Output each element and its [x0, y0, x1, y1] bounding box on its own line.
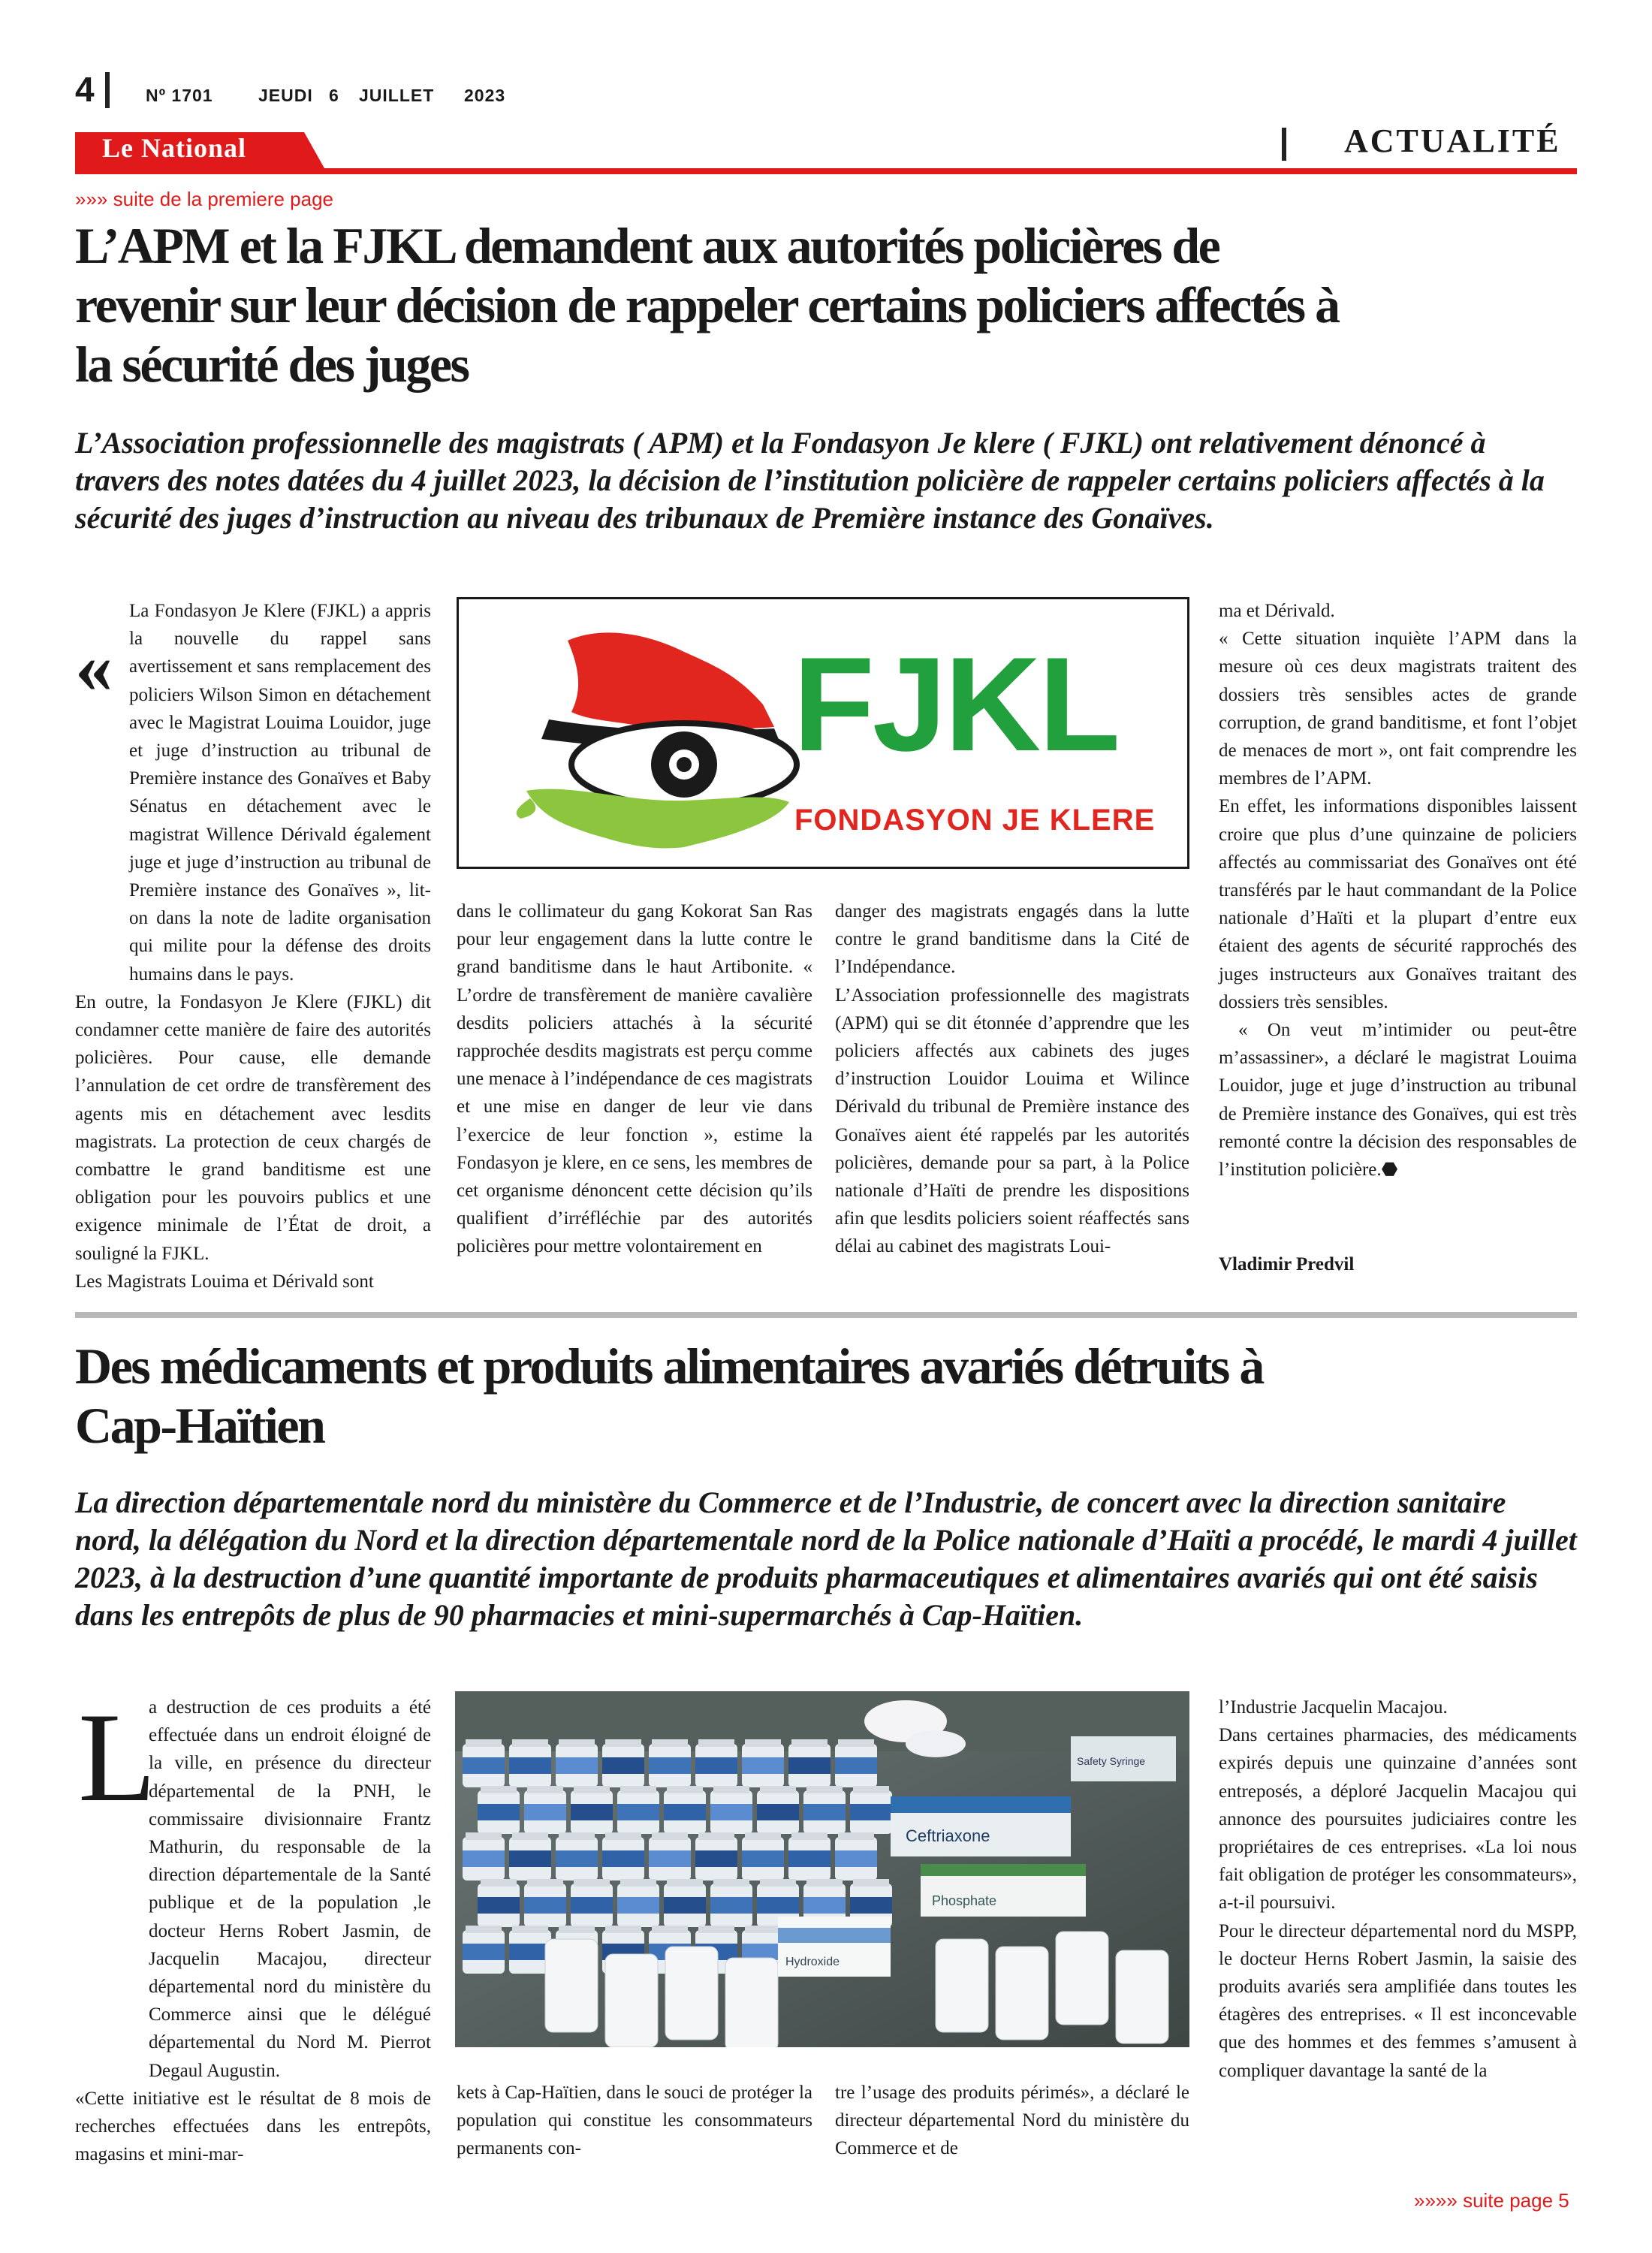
header-divider [105, 72, 110, 108]
issue-year: 2023 [464, 86, 506, 105]
jar-shape [835, 1832, 877, 1881]
headline-line: Des médicaments et produits alimentaires avariés détruits à [75, 1338, 1263, 1395]
article2-headline [75, 1337, 1263, 1455]
paragraph: tre l’usage des produits périmés», a déclaré le directeur départemental Nord du ministère du Commerce et de [835, 2083, 1189, 2159]
jar-shape [788, 1832, 831, 1881]
jar-shape [571, 1879, 613, 1927]
jar-shape [835, 1739, 877, 1787]
paragraph: La Fondasyon Je Klere (FJKL) a appris la nouvelle du rappel sans avertissement et sans remplacement des policiers Wilson Simon en détachement avec le Magistrat Louima Louidor, juge et juge d’instruction au tribunal de Première instance des Gonaïves et Baby Sénatus en détachement avec le magistrat Willence Dérivald également juge et juge d’instruction au tribunal de Première instance des Gonaïves », lit-on dans la note de ladite organisation qui milite pour la défense des droits humains dans le pays. [129, 601, 431, 985]
paragraph [1219, 1016, 1577, 1184]
jar-shape [649, 1832, 691, 1881]
article1-deck: L’Association professionnelle des magistrats ( APM) et la Fondasyon Je klere ( FJKL) ont relativement dénoncé à travers des notes datées du 4 juillet 2023, la décision de l’institution policière de rappeler certains policiers affectés à la sécurité des juges d’instruction au niveau des tribunaux de Première instance des Gonaïves. [75, 426, 1545, 535]
continued-on: »»»» suite page 5 [1414, 2189, 1569, 2212]
paragraph: Dans certaines pharmacies, des médicaments expirés depuis une quinzaine d’années sont entreposés, a déploré Jacquelin Macajou qui annonce des poursuites judiciaires contre les propriétaires de ces entreprises. «La loi nous fait obligation de protéger les consommateurs», a-t-il poursuivi. [1219, 1725, 1577, 1914]
jar-shape [649, 1739, 691, 1787]
paragraph: Pour le directeur départemental nord du MSPP, le docteur Herns Robert Jasmin, la saisie des produits avariés sera amplifiée dans toutes les étagères des entreprises. « Il est inconcevable que des hommes et des femmes s’amusent à compliquer davantage la santé de la [1219, 1920, 1577, 2081]
jar-shape [664, 1786, 706, 1834]
headline-line: la sécurité des juges [75, 336, 469, 393]
paragraph: ma et Dérivald. [1219, 601, 1335, 621]
bottle-shape [605, 1954, 658, 2047]
opening-quote-mark: « [75, 625, 113, 708]
article1-column-3 [835, 897, 1189, 1261]
jar-shape [803, 1786, 846, 1834]
jar-shape [602, 1739, 644, 1787]
continued-from: »»» suite de la premiere page [75, 188, 334, 210]
section-divider [1282, 128, 1286, 161]
article2-column-1 [75, 1687, 431, 2168]
logo-wordmark: FJKL [793, 629, 1118, 779]
jar-shape [617, 1786, 659, 1834]
paragraph: l’Industrie Jacquelin Macajou. [1219, 1697, 1448, 1718]
paragraph: kets à Cap-Haïtien, dans le souci de protéger la population qui constitue les consommateurs permanents con- [457, 2083, 812, 2159]
box-label: Phosphate [932, 1893, 997, 1908]
bottle-shape [996, 1947, 1048, 2040]
jar-shape [463, 1832, 505, 1881]
jar-shape [463, 1739, 505, 1787]
paragraph: a destruction de ces produits a été effectuée dans un endroit éloigné de la ville, en présence du directeur départemental de la PNH, le commissaire divisionnaire Frantz Mathurin, du responsable de la direction départementale de la Santé publique et de la population ,le docteur Herns Robert Jasmin, de Jacquelin Macajou, directeur départemental nord du ministère du Commerce ainsi que le délégué départemental du Nord M. Pierrot Degaul Augustin. [149, 1697, 431, 2081]
jar-shape [788, 1739, 831, 1787]
paragraph-text: « On veut m’intimider ou peut-être m’assassiner», a déclaré le magistrat Louima Louidor, juge et juge d’instruction au tribunal de Première instance des Gonaïves, qui est très remonté contre la décision des responsables de l’institution policière. [1219, 1020, 1577, 1181]
bottle-shape [665, 1947, 718, 2040]
article2-column-3 [835, 2079, 1189, 2163]
jar-shape [710, 1879, 752, 1927]
jar-shape [556, 1832, 598, 1881]
bottle-shape [1056, 1932, 1108, 2025]
jar-shape [695, 1832, 737, 1881]
paragraph: danger des magistrats engagés dans la lutte contre le grand banditisme dans la Cité de l’Indépendance. [835, 901, 1189, 978]
headline-line: Cap-Haïtien [75, 1397, 324, 1454]
paragraph: En outre, la Fondasyon Je Klere (FJKL) dit condamner cette manière de faire des autorités policières. Pour cause, elle demande l’annulation de cet ordre de transfèrement des agents mis en détachement avec lesdits magistrats. La protection de ceux chargés de combattre le grand banditisme est une obligation pour les pouvoirs publics et une exigence minimale de l’État de droit, a souligné la FJKL. [75, 991, 431, 1264]
article-divider [75, 1312, 1577, 1318]
jar-shape [509, 1832, 551, 1881]
paragraph: En effet, les informations disponibles laissent croire que plus d’une quinzaine de policiers affectés au commissariat des Gonaïves ont été transférés par le haut commandant de la Police nationale d’Haïti et la plupart d’entre eux étaient des agents de sécurité rapprochés des juges instructeurs aux Gonaïves traitant des dossiers très sensibles. [1219, 796, 1577, 1012]
end-mark-icon: ⬣ [1381, 1160, 1398, 1181]
article1-column-2 [457, 897, 812, 1261]
section-label: ACTUALITÉ [1344, 122, 1561, 159]
bottle-label: Hydroxide [785, 1956, 840, 1968]
article2-column-2 [457, 2079, 812, 2163]
jar-shape [524, 1786, 566, 1834]
jar-shape [478, 1786, 520, 1834]
newspaper-brand: Le National [102, 133, 247, 163]
jar-shape [757, 1786, 799, 1834]
jar-shape [556, 1739, 598, 1787]
jar-shape [664, 1879, 706, 1927]
issue-date: 6 [329, 86, 339, 105]
issue-number: Nº 1701 [146, 86, 213, 105]
jar-shape [524, 1879, 566, 1927]
drop-cap: L [78, 1687, 156, 1828]
jar-shape [710, 1786, 752, 1834]
bottle-shape [936, 1939, 988, 2032]
box-label: Ceftriaxone [906, 1826, 990, 1845]
jar-shape [602, 1832, 644, 1881]
jar-shape [617, 1879, 659, 1927]
headline-line: revenir sur leur décision de rappeler certains policiers affectés à [75, 276, 1339, 333]
bottle-shape [545, 1939, 598, 2032]
paragraph: Les Magistrats Louima et Dérivald sont [75, 1271, 374, 1292]
jar-shape [571, 1786, 613, 1834]
jar-shape [742, 1832, 784, 1881]
paragraph: L’Association professionnelle des magistrats (APM) qui se dit étonnée d’apprendre que les policiers affectés aux cabinets des juges d’instruction Louidor Louima et Wilince Dérivald du tribunal de Première instance des Gonaïves aient été rappelés par les autorités policières, demande pour sa part, à la Police nationale d’Haïti de prendre les dispositions afin que lesdits policiers soient réaffectés sans délai au cabinet des magistrats Loui- [835, 985, 1189, 1257]
byline: Vladimir Predvil [1219, 1254, 1355, 1274]
article2-deck: La direction départementale nord du ministère du Commerce et de l’Industrie, de concert avec la direction sanitaire nord, la délégation du Nord et la direction départementale nord de la Police nationale d’Haïti a procédé, le mardi 4 juillet 2023, à la destruction d’une quantité importante de produits pharmaceutiques et alimentaires avariés qui ont été saisis dans les entrepôts de plus de 90 pharmacies et mini-supermarchés à Cap-Haïtien. [75, 1485, 1577, 1632]
page-number: 4 [75, 70, 95, 109]
paragraph: dans le collimateur du gang Kokorat San Ras pour leur engagement dans la lutte contre le grand banditisme dans le haut Artibonite. « L’ordre de transfèrement de manière cavalière desdits policiers attachés à la sécurité rapprochée desdits magistrats est perçu comme une menace à l’indépendance de ces magistrats et une mise en danger de leur vie dans l’exercice de leur fonction », estime la Fondasyon je klere, en ce sens, les membres de cet organisme dénoncent cette décision qu’ils qualifient d’irréfléchie par des autorités policières pour mettre volontairement en [457, 901, 812, 1257]
medicine-bottles-image [455, 1691, 1189, 2047]
issue-month: JUILLET [359, 86, 435, 105]
issue-day: JEUDI [258, 86, 313, 105]
jar-shape [850, 1786, 892, 1834]
fjkl-logo [457, 597, 1189, 869]
bottle-shape [725, 1958, 778, 2047]
jar-shape [509, 1739, 551, 1787]
paragraph: « Cette situation inquiète l’APM dans la mesure où ces deux magistrats traitent des dossiers très sensibles actes de grande corruption, de grand banditisme, et font l’objet de menaces de mort », ont fait comprendre les membres de l’APM. [1219, 629, 1577, 789]
logo-subtitle: FONDASYON JE KLERE [794, 804, 1156, 837]
bottle-shape [1116, 1950, 1168, 2043]
jar-shape [695, 1739, 737, 1787]
pharmaceutical-products-photo [455, 1691, 1189, 2047]
jar-shape [463, 1926, 505, 1974]
article2-column-4 [1219, 1694, 1577, 2085]
jar-shape [478, 1879, 520, 1927]
article1-column-4 [1219, 597, 1577, 1184]
article1-headline [75, 216, 1339, 394]
paragraph: «Cette initiative est le résultat de 8 mois de recherches effectuées dans les entrepôts, magasins et mini-mar- [75, 2088, 431, 2165]
headline-line: L’APM et la FJKL demandent aux autorités policières de [75, 217, 1219, 274]
jar-shape [742, 1739, 784, 1787]
box-label: Safety Syringe [1077, 1755, 1146, 1767]
article1-column-1 [75, 597, 431, 1295]
